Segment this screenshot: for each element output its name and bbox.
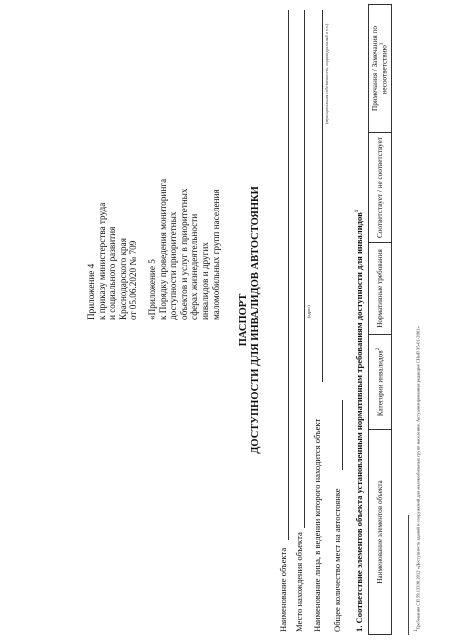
header-footnote-mark: 2: [376, 347, 382, 351]
header-text: Наименование элементов объекта: [376, 480, 384, 584]
appendix-line: «Приложение 5: [147, 259, 157, 320]
appendix-line: Краснодарского края: [117, 238, 128, 320]
object-name-field[interactable]: [288, 10, 289, 540]
footnote-divider: [408, 515, 409, 635]
header-footnote-mark: 3: [380, 42, 386, 46]
appendix-line: Приложение 4: [86, 263, 96, 320]
section-title-text: 1. Соответствие элементов объекта установленным нормативным требованиям доступности для инвалидов: [354, 212, 364, 632]
places-total-field[interactable]: [342, 400, 343, 470]
location-label: Место нахождения объекта: [294, 532, 304, 632]
requirements-table: [368, 4, 392, 635]
owner-field[interactable]: [322, 10, 323, 382]
section-title: [354, 210, 364, 632]
places-total-label: Общее количество мест на автостоянке: [332, 488, 342, 632]
header-compliance: [369, 133, 392, 243]
header-text: Категории инвалидов: [376, 350, 385, 417]
appendix-line: объектов и услуг в приоритетных: [178, 188, 189, 320]
appendix-sub: [147, 179, 221, 320]
section-footnote-mark: 1: [355, 209, 361, 213]
appendix-line: доступности приоритетных: [168, 211, 179, 320]
header-text: Нормативные требования: [376, 249, 384, 328]
header-norms: [369, 243, 392, 335]
page-title: ПАСПОРТ: [238, 293, 249, 347]
appendix-main: [86, 203, 139, 320]
header-remarks: [369, 5, 392, 133]
header-text: Примечания / Замечания по несоответствию: [371, 26, 389, 111]
page-subtitle: ДОСТУПНОСТИ ДЛЯ ИНВАЛИДОВ АВТОСТОЯНКИ: [250, 186, 261, 454]
header-element-name: [369, 430, 392, 635]
owner-label: Наименование лица, в ведении которого находится объект: [312, 418, 322, 632]
appendix-line: инвалидов и других: [199, 242, 210, 320]
header-text: Соответствует / не соответствует: [376, 136, 384, 239]
appendix-line: к Порядку проведения мониторинга: [157, 178, 168, 320]
location-field[interactable]: [304, 10, 305, 528]
object-name-label: Наименование объекта: [278, 547, 288, 632]
footnote: [414, 326, 421, 632]
appendix-line: сферах жизнедеятельности: [189, 213, 200, 320]
owner-hint: (муниципальная собственность, индивидуальный и т.п.): [324, 23, 329, 124]
appendix-line: от 05.06.2020 № 709: [128, 240, 139, 320]
appendix-line: к приказу министерства труда: [96, 202, 107, 320]
footnote-mark: 1: [414, 629, 419, 632]
table-header-row: [369, 5, 392, 635]
address-hint: (адрес): [306, 305, 311, 318]
appendix-line: маломобильных групп населения: [210, 189, 221, 320]
appendix-line: и социального развития: [107, 226, 118, 320]
header-disability-category: [369, 335, 392, 430]
footnote-text: Требования СП 59.13330.2012 «Доступность зданий и сооружений для маломобильных групп населения. Актуализированная редакция СНиП 35-01-2001»: [415, 326, 421, 630]
